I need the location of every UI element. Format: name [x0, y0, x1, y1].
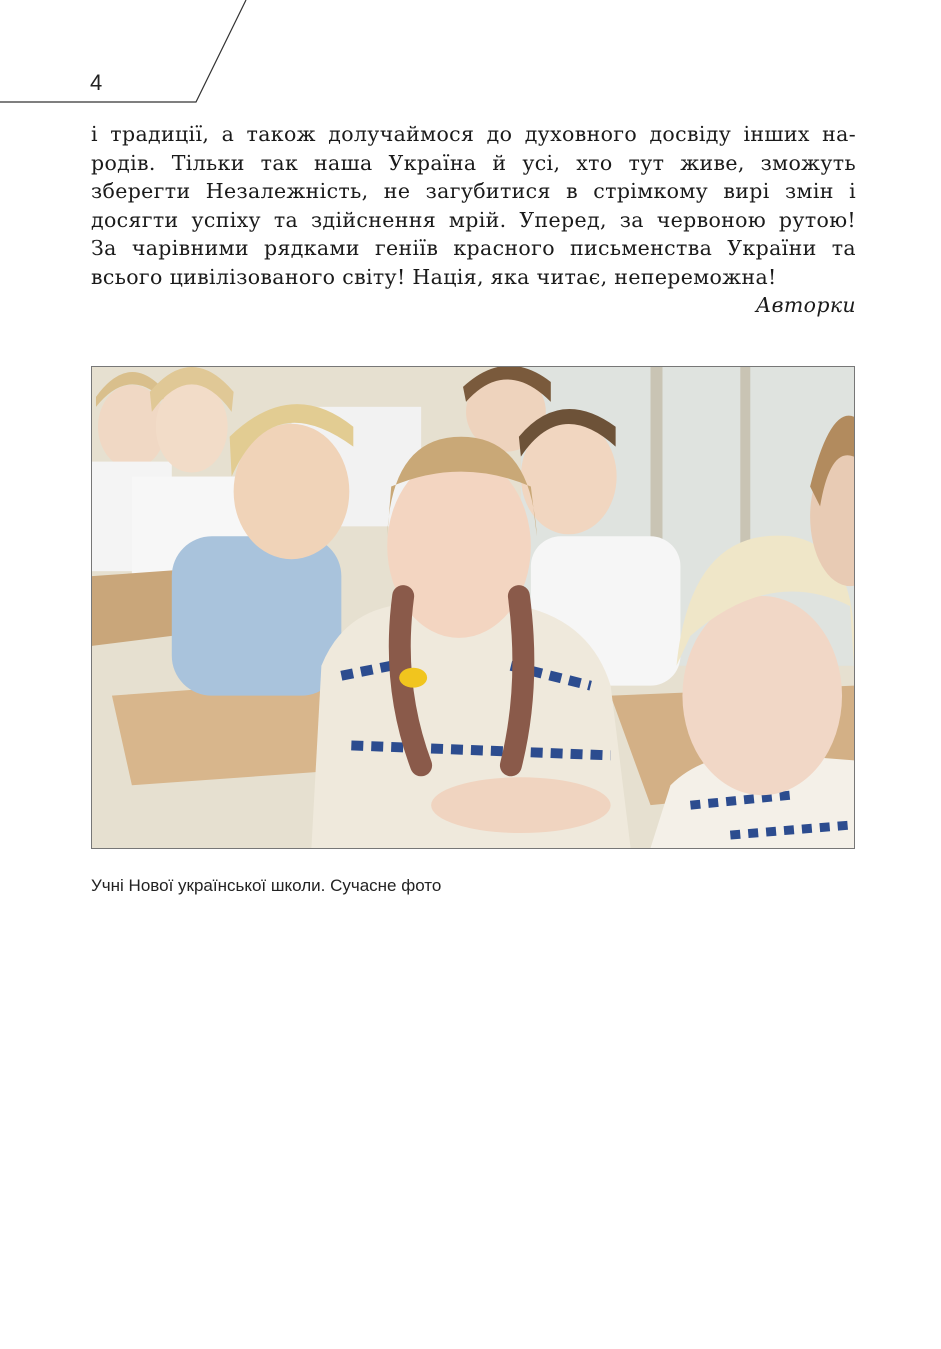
- text-line: За чарівними рядками геніїв красного письменства України та: [91, 236, 856, 260]
- text-line: досягти успіху та здійснення мрій. Уперед, за червоною рутою!: [91, 207, 856, 232]
- text-line: родів. Тільки так наша Україна й усі, хто тут живе, зможуть: [91, 150, 856, 175]
- photo-caption: Учні Нової української школи. Сучасне фото: [91, 876, 442, 895]
- header-decoration: [0, 0, 260, 110]
- text-line: і традиції, а також долучаймося до духовного досвіду інших на-: [91, 122, 856, 146]
- body-text: [91, 120, 856, 320]
- signature: Авторки: [755, 293, 856, 317]
- page-number: 4: [90, 70, 103, 95]
- text-line: всього цивілізованого світу! Нація, яка читає, непереможна!: [91, 264, 777, 289]
- classroom-photo: [91, 366, 855, 849]
- text-line: зберегти Незалежність, не загубитися в стрімкому вирі змін і: [91, 179, 856, 203]
